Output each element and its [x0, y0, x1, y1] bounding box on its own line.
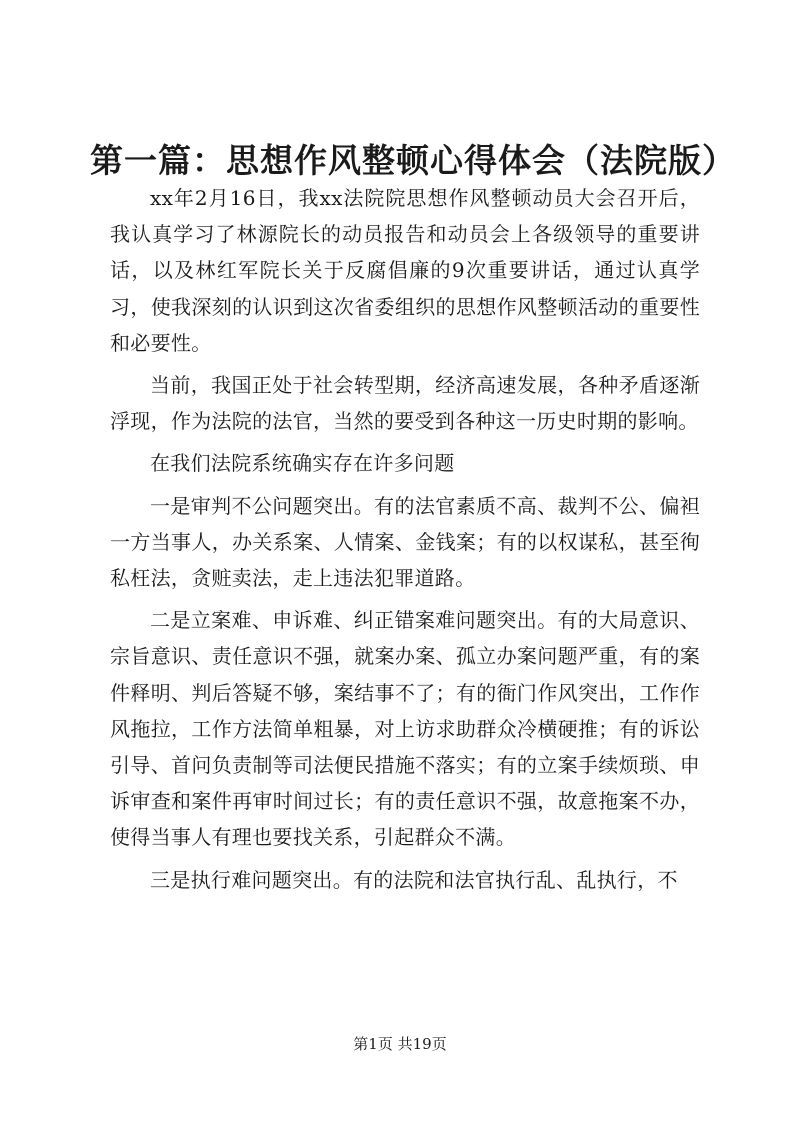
paragraph: xx年2月16日，我xx法院院思想作风整顿动员大会召开后，我认真学习了林源院长的动员报告和动员会上各级领导的重要讲话，以及林红军院长关于反腐倡廉的9次重要讲话，通过认真学习，使我深刻的认识到这次省委组织的思想作风整顿活动的重要性和必要性。 [110, 186, 700, 355]
paragraph: 在我们法院系统确实存在许多问题 [150, 451, 455, 476]
paragraph: 三是执行难问题突出。有的法院和法官执行乱、乱执行，不 [150, 867, 678, 892]
paragraph: 二是立案难、申诉难、纠正错案难问题突出。有的大局意识、宗旨意识、责任意识不强，就案办案、孤立办案问题严重，有的案件释明、判后答疑不够，案结事不了；有的衙门作风突出，工作作风拖拉，工作方法简单粗暴，对上访求助群众冷横硬推；有的诉讼引导、首问负责制等司法便民措施不落实；有的立案手续烦琐、申诉审查和案件再审时间过长；有的责任意识不强，故意拖案不办，使得当事人有理也要找关系，引起群众不满。 [110, 608, 700, 850]
paragraph: 当前，我国正处于社会转型期，经济高速发展，各种矛盾逐渐浮现，作为法院的法官，当然的要受到各种这一历史时期的影响。 [110, 373, 700, 434]
document-title: 第一篇：思想作风整顿心得体会（法院版） [90, 141, 736, 180]
paragraph: 一是审判不公问题突出。有的法官素质不高、裁判不公、偏袒一方当事人，办关系案、人情案、金钱案；有的以权谋私，甚至徇私枉法，贪赃卖法，走上违法犯罪道路。 [110, 493, 700, 591]
page-number-footer: 第1页 共19页 [353, 1035, 447, 1053]
document-body [110, 180, 700, 904]
